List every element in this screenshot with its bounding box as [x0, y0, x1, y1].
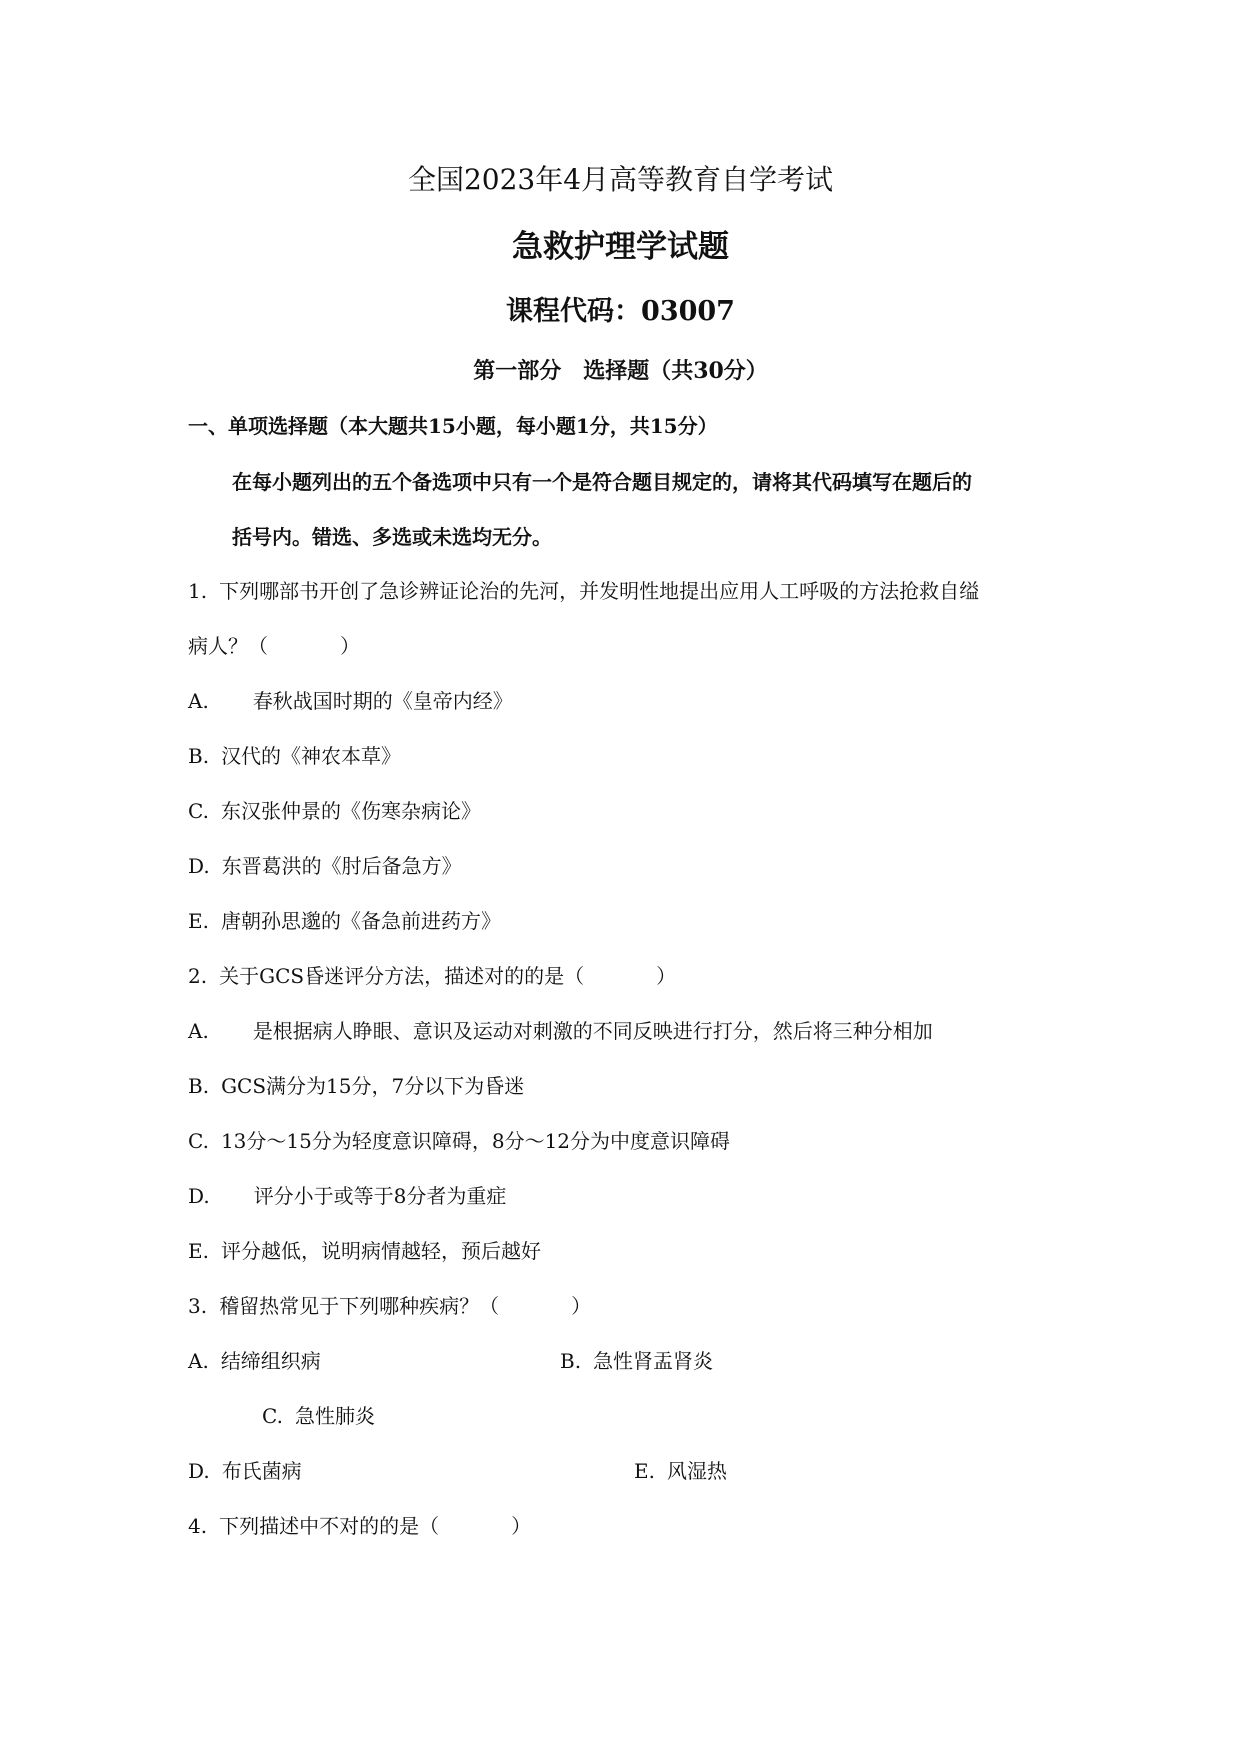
option-text: 急性肺炎 [294, 1404, 375, 1428]
option-text: 春秋战国时期的《皇帝内经》 [252, 689, 513, 713]
option-text: 评分小于或等于8分者为重症 [253, 1184, 507, 1208]
exam-title: 全国2023年4月高等教育自学考试 [407, 163, 834, 196]
answer-bracket-close: ） [511, 1514, 532, 1538]
question-2-option-e [188, 1241, 541, 1261]
question-1-stem-cont [188, 636, 360, 656]
option-text: 东晋葛洪的《肘后备急方》 [221, 854, 462, 878]
question-2-option-c [188, 1131, 730, 1151]
answer-bracket-close: ） [656, 964, 677, 988]
question-number: 3. [188, 1294, 208, 1318]
option-letter: B. [188, 1074, 210, 1098]
option-text: 评分越低，说明病情越轻，预后越好 [220, 1239, 541, 1263]
option-text: 结缔组织病 [220, 1349, 321, 1373]
instruction-line-1: 在每小题列出的五个备选项中只有一个是符合题目规定的，请将其代码填写在题后的 [232, 470, 972, 494]
option-text: 唐朝孙思邈的《备急前进药方》 [220, 909, 501, 933]
subject-title: 急救护理学试题 [512, 229, 729, 265]
question-3-stem [188, 1296, 591, 1316]
question-text: 关于GCS昏迷评分方法，描述对的的是（ [219, 964, 585, 988]
option-text: 布氏菌病 [221, 1459, 302, 1483]
question-3-option-a [188, 1351, 321, 1371]
option-text: GCS满分为15分，7分以下为昏迷 [221, 1074, 525, 1098]
option-letter: B. [188, 744, 210, 768]
answer-bracket-close: ） [571, 1294, 592, 1318]
question-2-option-d [188, 1186, 506, 1206]
question-text: 下列哪部书开创了急诊辨证论治的先河，并发明性地提出应用人工呼吸的方法抢救自缢 [219, 579, 980, 603]
instruction-line-2: 括号内。错选、多选或未选均无分。 [232, 525, 552, 549]
question-1-option-d [188, 856, 462, 876]
question-3-option-b [560, 1351, 713, 1371]
option-letter: D. [188, 1184, 210, 1208]
part-heading: 第一部分 选择题（共30分） [473, 358, 768, 384]
question-number: 2. [188, 964, 208, 988]
option-letter: E. [188, 1239, 209, 1263]
option-letter: E. [634, 1459, 655, 1483]
question-1-stem [188, 581, 979, 601]
course-code: 课程代码：03007 [506, 296, 735, 327]
option-letter: C. [188, 799, 209, 823]
option-letter: D. [188, 854, 210, 878]
question-number: 4. [188, 1514, 208, 1538]
option-text: 13分～15分为轻度意识障碍，8分～12分为中度意识障碍 [220, 1129, 731, 1153]
section-heading: 一、单项选择题（本大题共15小题，每小题1分，共15分） [188, 414, 718, 438]
option-letter: E. [188, 909, 209, 933]
question-3-option-c [262, 1406, 375, 1426]
option-text: 是根据病人睁眼、意识及运动对刺激的不同反映进行打分，然后将三种分相加 [252, 1019, 933, 1043]
question-4-stem [188, 1516, 531, 1536]
question-1-option-a [188, 691, 513, 711]
question-1-option-e [188, 911, 501, 931]
question-number: 1. [188, 579, 208, 603]
answer-bracket-close: ） [340, 634, 360, 658]
option-text: 汉代的《神农本草》 [221, 744, 402, 768]
option-letter: C. [262, 1404, 283, 1428]
option-text: 风湿热 [666, 1459, 727, 1483]
option-letter: D. [188, 1459, 210, 1483]
question-text: 下列描述中不对的的是（ [219, 1514, 440, 1538]
option-letter: B. [560, 1349, 582, 1373]
question-2-option-a [188, 1021, 933, 1041]
option-letter: A. [188, 1349, 209, 1373]
question-3-option-e [634, 1461, 727, 1481]
question-2-stem [188, 966, 676, 986]
question-1-option-b [188, 746, 401, 766]
question-3-option-d [188, 1461, 302, 1481]
question-1-option-c [188, 801, 481, 821]
question-2-option-b [188, 1076, 524, 1096]
option-text: 急性肾盂肾炎 [593, 1349, 714, 1373]
option-text: 东汉张仲景的《伤寒杂病论》 [220, 799, 481, 823]
option-letter: C. [188, 1129, 209, 1153]
question-text: 稽留热常见于下列哪种疾病？（ [219, 1294, 500, 1318]
option-letter: A. [188, 689, 209, 713]
question-text: 病人？（ [188, 634, 268, 658]
option-letter: A. [188, 1019, 209, 1043]
